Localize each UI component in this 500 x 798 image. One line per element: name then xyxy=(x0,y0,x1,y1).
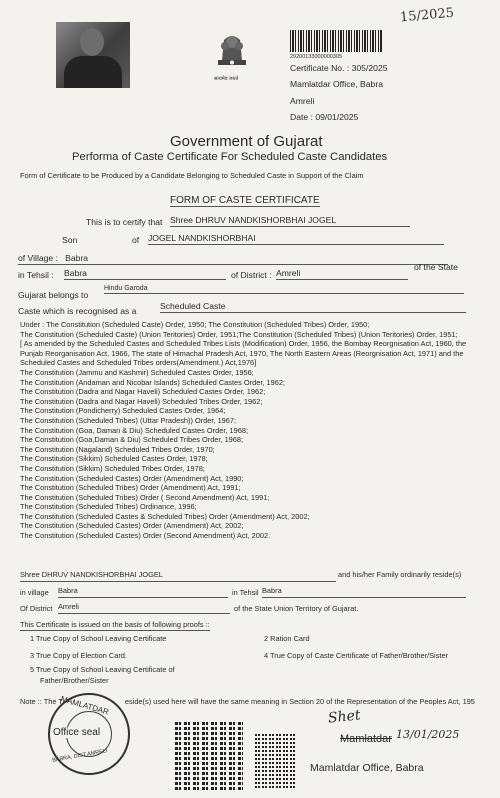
caste-value: Hindu Garoda xyxy=(104,285,464,294)
order-line: The Constitution (Scheduled Castes) Order (Amendment) Act, 2002; xyxy=(20,521,244,531)
form-description-a: Form of Certificate to be Produced by a Candidate Belonging to xyxy=(20,171,228,180)
emblem-caption: सत्यमेव जयते xyxy=(214,76,239,82)
belongs-label: Gujarat belongs to xyxy=(18,290,89,300)
signature-date: 13/01/2025 xyxy=(396,728,460,741)
handwritten-date: 15/2025 xyxy=(399,5,455,26)
res-state-text: of the State Union Territory of Gujarat. xyxy=(234,604,359,613)
order-line: The Constitution (Sikkim) Scheduled Tribes Order, 1978; xyxy=(20,463,205,473)
certify-label: This is to certify that xyxy=(86,217,163,227)
office-seal xyxy=(48,693,130,775)
performa-title: Performa of Caste Certificate For Scheduled Caste Candidates xyxy=(72,151,388,163)
proof-item: 5 True Copy of School Leaving Certificate of xyxy=(30,665,175,674)
national-emblem-icon xyxy=(214,26,250,74)
district-value: Amreli xyxy=(276,268,408,280)
order-line: The Constitution (Nagaland) Scheduled Tribes Order, 1970; xyxy=(20,444,215,454)
res-village-value: Babra xyxy=(58,586,228,598)
order-line: The Constitution (Scheduled Tribes) (Uttar Pradesh)) Order, 1967; xyxy=(20,415,237,425)
government-title: Government of Gujarat xyxy=(170,133,323,150)
seal-middle-text: Office seal xyxy=(53,727,101,738)
seal-top-text: MAMLATDAR xyxy=(59,694,110,717)
note-end: eside(s) used here will have the same meaning in Section 20 of the Representation of the Peoples Act, 195 xyxy=(124,697,475,706)
recognised-label: Caste which is recognised as a xyxy=(18,306,137,316)
barcode-number: 29200133000000305 xyxy=(290,54,343,60)
signature: Shet xyxy=(327,707,362,727)
order-line: The Constitution (Andaman and Nicobar Islands) Scheduled Castes Order, 1962; xyxy=(20,377,285,387)
certificate-no xyxy=(290,63,387,73)
of-label: of xyxy=(132,235,140,245)
state-suffix: of the State xyxy=(414,262,458,272)
order-line: Under : The Constitution (Scheduled Caste) Order, 1950; The Constitution (Scheduled Tribes) Order, 1950; xyxy=(20,320,370,329)
date-label: Date : xyxy=(290,112,313,122)
res-village-label: in village xyxy=(20,588,49,597)
order-line: The Constitution (Scheduled Castes) Order (Second Amendment) Act, 2002. xyxy=(20,531,271,541)
note-start: Note :: The T xyxy=(20,697,63,706)
order-line: The Constitution (Scheduled Castes) Order (Amendment) Act, 1990; xyxy=(20,473,244,483)
father-name: JOGEL NANDKISHORBHAI xyxy=(148,233,444,245)
qr-code xyxy=(175,720,243,790)
res-district-value: Amreli xyxy=(58,602,230,614)
order-line: Punjab Reorganisation Act, 1966, The state of Himachal Pradesh Act, 1970, The North Eastern Areas (Reorgnisation Act, 1971) and the xyxy=(20,348,464,358)
order-line: [ As amended by the Scheduled Castes and Scheduled Tribes Lists (Modification) Order, 1956, the Bombay Reorgnisation Act, 1960, the xyxy=(20,339,467,349)
proof-item: 1 True Copy of School Leaving Certificate xyxy=(30,634,167,643)
form-description-b: Scheduled Caste in Support of the Claim xyxy=(229,171,364,180)
order-line: The Constitution (Pondicherry) Scheduled Castes Order, 1964; xyxy=(20,406,226,416)
order-line: The Constitution (Scheduled Castes & Scheduled Tribes) Order (Amendment) Act, 2002; xyxy=(20,511,310,521)
village-row xyxy=(18,253,448,265)
tehsil-label: in Tehsil : xyxy=(18,270,54,280)
order-line: Scheduled Castes and Scheduled Tribes orders(Amendment.) Act,1976] xyxy=(20,358,257,368)
proofs-heading: This Certificate is issued on the basis of following proofs :: xyxy=(20,620,210,629)
order-line: The Constitution (Scheduled Caste) (Union Teritories) Order, 1951;The Constitution (Scheduled Tribes) (Union Teritories) Order, 1951; xyxy=(20,329,458,339)
order-line: The Constitution (Scheduled Tribes) Ordinance, 1996; xyxy=(20,502,197,512)
order-line: The Constitution (Scheduled Tribes) Order (Amendment) Act, 1991; xyxy=(20,483,241,493)
order-line: The Constitution (Goa, Daman & Diu) Scheduled Castes Order, 1968; xyxy=(20,425,248,435)
date-value: 09/01/2025 xyxy=(315,112,359,122)
village-label: of Village : xyxy=(18,253,58,263)
certificate-no-label: Certificate No. : xyxy=(290,63,350,73)
village-value: Babra xyxy=(65,253,89,263)
header-office: Mamlatdar Office, Babra xyxy=(290,79,383,89)
order-line: The Constitution (Scheduled Tribes) Order ( Second Amendment) Act, 1991; xyxy=(20,492,270,502)
form-heading: FORM OF CASTE CERTIFICATE xyxy=(170,195,320,206)
candidate-name: Shree DHRUV NANDKISHORBHAI JOGEL xyxy=(170,215,410,227)
proof-item: 2 Ration Card xyxy=(264,634,310,643)
order-line: The Constitution (Jammu and Kashmir) Scheduled Castes Order, 1956; xyxy=(20,367,254,377)
header-place: Amreli xyxy=(290,96,315,106)
residence-name: Shree DHRUV NANDKISHORBHAI JOGEL xyxy=(20,570,336,582)
order-line: The Constitution (Dadra and Nagar Haveli) Scheduled Castes Order, 1962; xyxy=(20,387,266,397)
district-label: of District : xyxy=(231,270,272,280)
proof-item-continued: Father/Brother/Sister xyxy=(40,676,109,685)
tehsil-value: Babra xyxy=(64,268,226,280)
res-tehsil-value: Babra xyxy=(262,586,466,598)
signature-office: Mamlatdar Office, Babra xyxy=(310,762,424,774)
order-line: The Constitution (Goa,Daman & Diu) Scheduled Tribes Order, 1968; xyxy=(20,435,244,445)
candidate-photo xyxy=(56,22,130,88)
family-text: and his/her Family ordinarily reside(s) xyxy=(338,570,462,579)
form-description xyxy=(20,171,363,180)
orders-list xyxy=(20,320,466,541)
qr-code-secondary xyxy=(255,732,295,788)
seal-bottom-text: BABRA, DIST AMRELI xyxy=(51,748,108,764)
order-line: The Constitution (Sikkim) Scheduled Castes Order, 1978; xyxy=(20,454,208,464)
recognised-value: Scheduled Caste xyxy=(160,301,466,313)
res-district-label: Of District xyxy=(20,604,53,613)
proof-item: 3 True Copy of Election Card. xyxy=(30,651,127,660)
barcode xyxy=(290,30,382,52)
relation: Son xyxy=(62,235,78,245)
designation-struck: Mamlatdar xyxy=(340,733,392,745)
res-tehsil-label: in Tehsil xyxy=(232,588,259,597)
certificate-no-value: 305/2025 xyxy=(351,63,388,73)
header-date xyxy=(290,112,358,122)
proof-item: 4 True Copy of Caste Certificate of Father/Brother/Sister xyxy=(264,651,449,660)
order-line: The Constitution (Dadra and Nagar Haveli) Scheduled Tribes Order, 1962; xyxy=(20,396,263,406)
